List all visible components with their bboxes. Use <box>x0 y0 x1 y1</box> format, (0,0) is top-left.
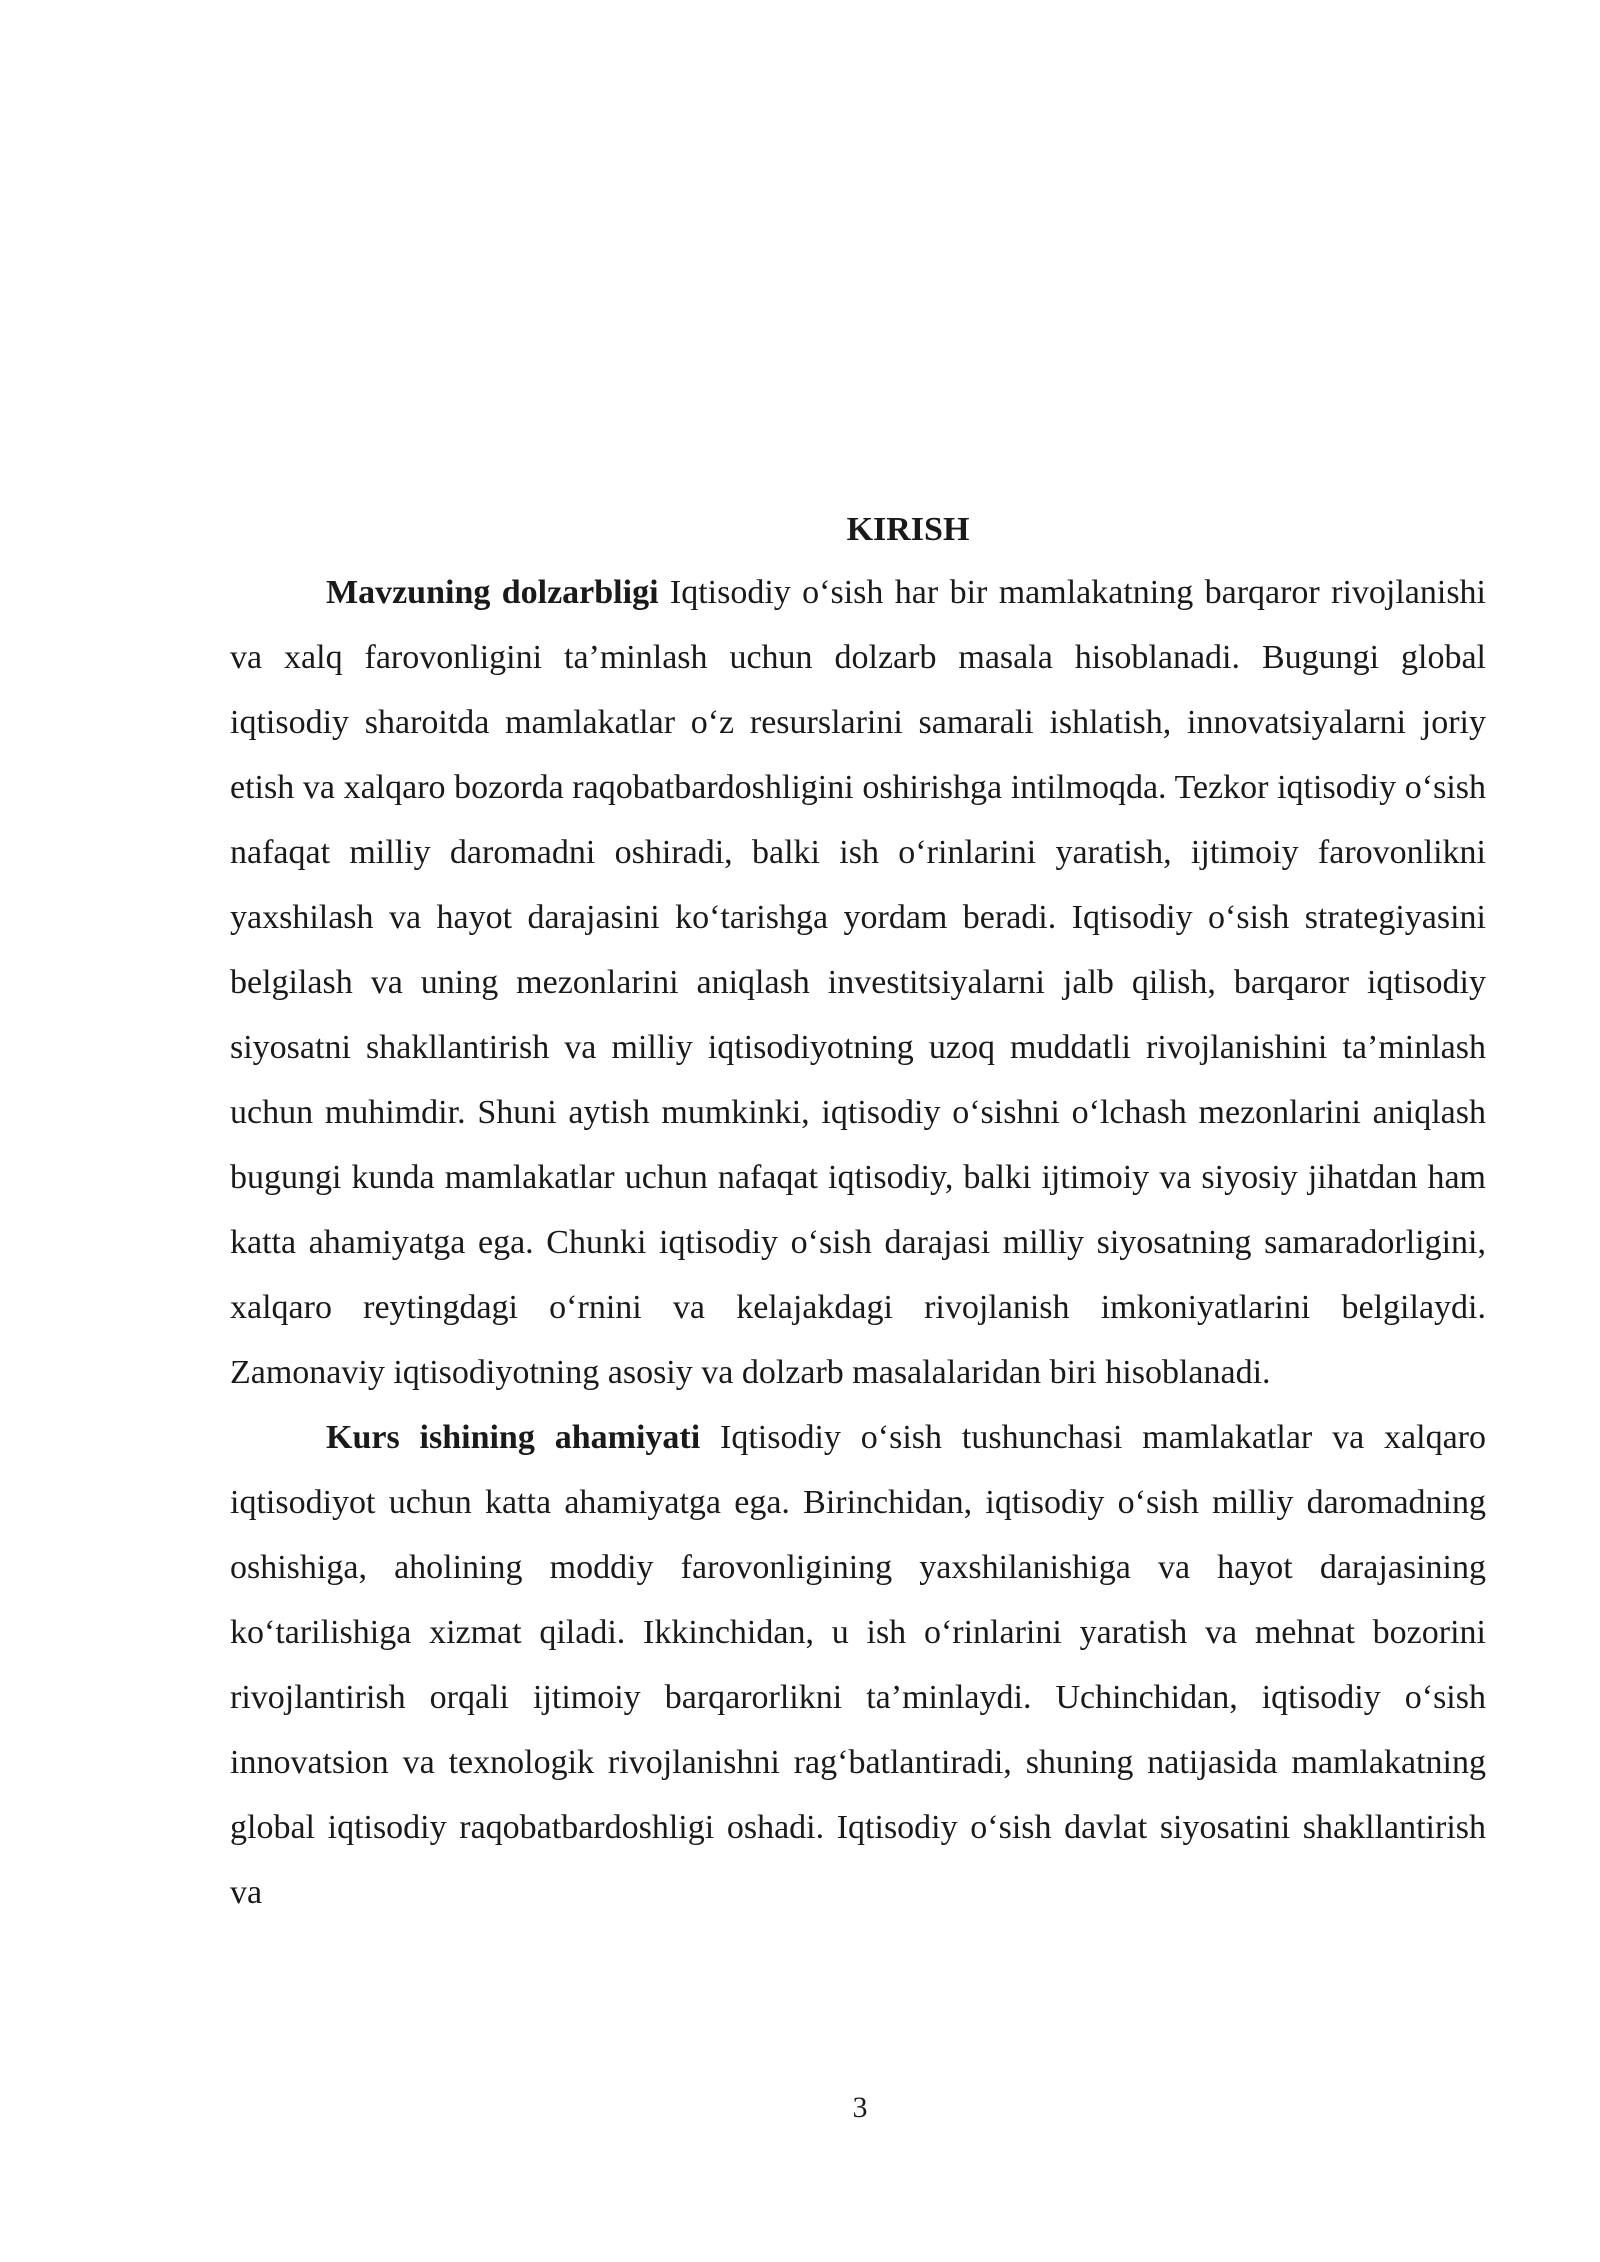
paragraph-text: Iqtisodiy o‘sish har bir mamlakatning barqaror rivojlanishi va xalq farovonligini ta’minlash uchun dolzarb masala hisoblanadi. Bugungi global iqtisodiy sharoitda mamlakatlar o‘z resurslarini samarali ishlatish, innovatsiyalarni joriy etish va xalqaro bozorda raqobatbardoshligini oshirishga intilmoqda. Tezkor iqtisodiy o‘sish nafaqat milliy daromadni oshiradi, balki ish o‘rinlarini yaratish, ijtimoiy farovonlikni yaxshilash va hayot darajasini ko‘tarishga yordam beradi. Iqtisodiy o‘sish strategiyasini belgilash va uning mezonlarini aniqlash investitsiyalarni jalb qilish, barqaror iqtisodiy siyosatni shakllantirish va milliy iqtisodiyotning uzoq muddatli rivojlanishini ta’minlash uchun muhimdir. Shuni aytish mumkinki, iqtisodiy o‘sishni o‘lchash mezonlarini aniqlash bugungi kunda mamlakatlar uchun nafaqat iqtisodiy, balki ijtimoiy va siyosiy jihatdan ham katta ahamiyatga ega. Chunki iqtisodiy o‘sish darajasi milliy siyosatning samaradorligini, xalqaro reytingdagi o‘rnini va kelajakdagi rivojlanish imkoniyatlarini belgilaydi. Zamonaviy iqtisodiyotning asosiy va dolzarb masalalaridan biri hisoblanadi. <box>230 574 1487 1391</box>
paragraph-lead: Mavzuning dolzarbligi <box>326 574 659 611</box>
paragraph-lead: Kurs ishining ahamiyati <box>326 1419 701 1456</box>
page-content <box>230 500 1486 1925</box>
paragraph-importance <box>230 1405 1486 1925</box>
paragraph-text: Iqtisodiy o‘sish tushunchasi mamlakatlar va xalqaro iqtisodiyot uchun katta ahamiyatga ega. Birinchidan, iqtisodiy o‘sish milliy daromadning oshishiga, aholining moddiy farovonligining yaxshilanishiga va hayot darajasining ko‘tarilishiga xizmat qiladi. Ikkinchidan, u ish o‘rinlarini yaratish va mehnat bozorini rivojlantirish orqali ijtimoiy barqarorlikni ta’minlaydi. Uchinchidan, iqtisodiy o‘sish innovatsion va texnologik rivojlanishni rag‘batlantiradi, shuning natijasida mamlakatning global iqtisodiy raqobatbardoshligi oshadi. Iqtisodiy o‘sish davlat siyosatini shakllantirish va <box>230 1419 1487 1911</box>
page-number: 3 <box>852 2091 868 2124</box>
paragraph-relevance <box>230 560 1486 1405</box>
page-title: KIRISH <box>846 511 970 548</box>
